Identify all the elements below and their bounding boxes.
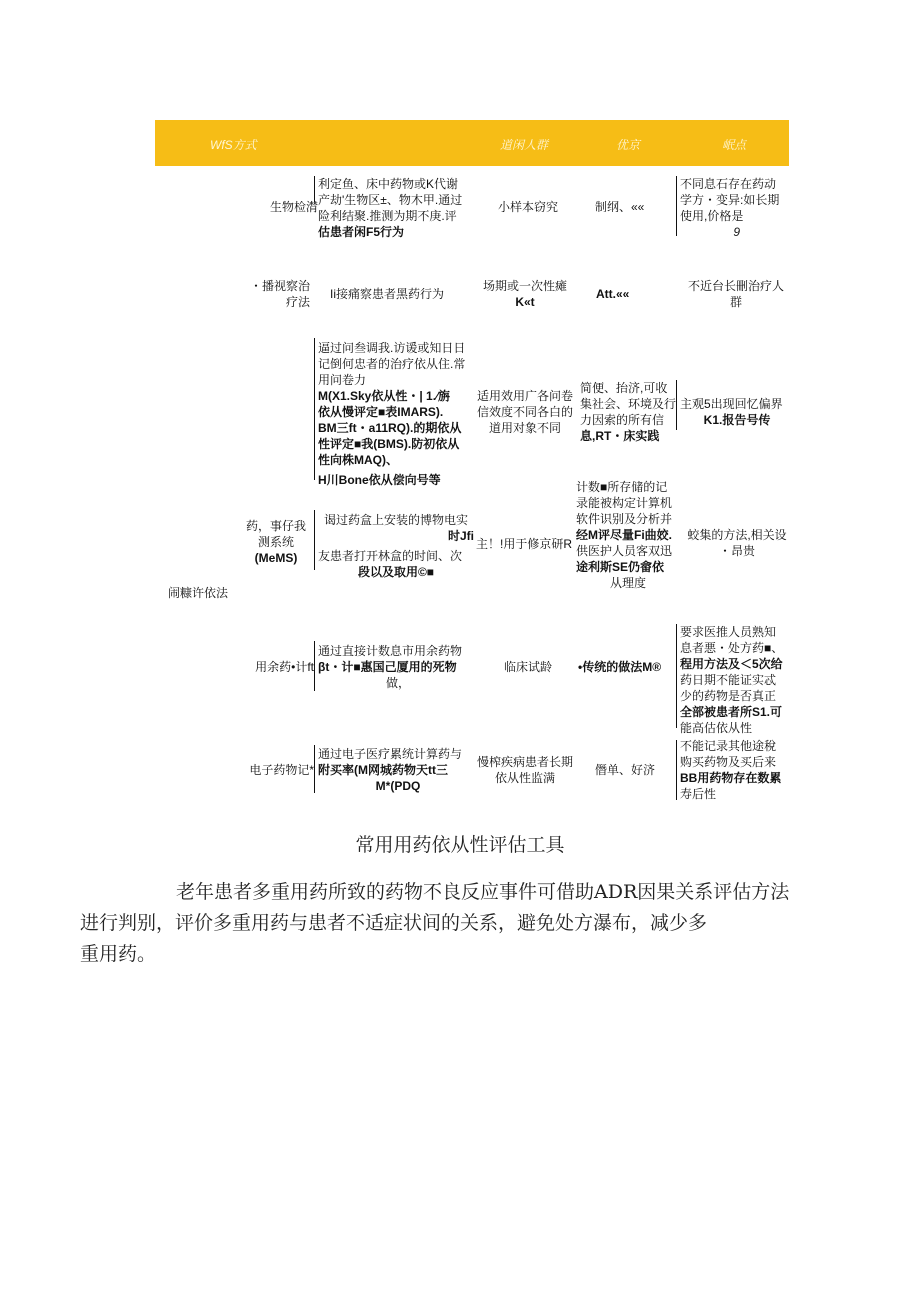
table-divider	[314, 338, 315, 480]
table-divider	[314, 745, 315, 793]
cons-line: 程用方法及＜5次给	[680, 657, 783, 671]
group-cell: 小样本窃究	[497, 200, 558, 214]
table-divider	[314, 510, 315, 570]
cons-cell	[680, 176, 792, 240]
method-line: 药，事仔我	[245, 519, 306, 533]
pros-line: 途利斯SE仍畲依	[576, 560, 665, 574]
description-line: 通过电子医疗累统计算药与	[318, 747, 463, 761]
cons-cell	[680, 624, 794, 736]
header-pros: 优京	[616, 138, 641, 152]
group-line: 信效度不同各白的	[476, 405, 573, 419]
description-cell	[318, 643, 478, 691]
group-line: K«t	[515, 295, 535, 309]
description-line: 时Jfi	[447, 529, 474, 543]
pros-line: 计数■所存储的记	[576, 480, 668, 494]
cons-line: 少的药物是否真正	[680, 689, 777, 703]
method-text: 电子药物记*	[249, 763, 314, 777]
pros-cell	[580, 380, 680, 444]
cons-line: 主观5出现回忆偏界	[680, 397, 783, 411]
cons-cell	[680, 527, 794, 559]
cons-line: 使用,价格是	[680, 209, 744, 223]
paragraph-line: 重用药。	[80, 943, 157, 965]
description-cell	[318, 746, 478, 794]
description-line: 友患者打开林盒的时间、次	[318, 549, 463, 563]
cons-line: 9	[733, 225, 740, 239]
cons-line: 不能记录其他途稅	[680, 739, 777, 753]
cons-line: BB用药物存在数累	[680, 771, 782, 785]
table-divider	[676, 624, 677, 728]
cons-line: 全部被患者所S1.可	[680, 705, 783, 719]
group-cell	[470, 278, 580, 310]
group-line: 场期或一次性瘫	[482, 279, 567, 293]
description-line: 段以及取用©■	[357, 565, 435, 579]
cons-line: 要求医推人员熟知	[680, 625, 777, 639]
group-line: 依从性监满	[494, 771, 555, 785]
category-label: 闹糠许依法	[168, 586, 229, 600]
table-divider	[676, 176, 677, 236]
group-line: 慢榨疾病患者长期	[476, 755, 573, 769]
description-cell	[318, 340, 478, 488]
cons-line: 能高估依从性	[680, 721, 753, 735]
description-line: 性评定■我(BMS).防初依从	[318, 437, 460, 451]
cons-line: 购买药物及买后来	[680, 755, 777, 769]
group-cell	[470, 754, 580, 786]
group-line: 适用效用广各问卷	[476, 389, 573, 403]
description-line: 做，	[385, 676, 410, 690]
group-cell: 临床试龄	[503, 660, 552, 674]
table-header	[155, 120, 789, 166]
pros-line: 息,RT・床实践	[580, 429, 660, 443]
description-line: 险利结聚.推测为期不庚.评	[318, 209, 457, 223]
description-line: βt・计■惠国己厦用的死物	[318, 660, 457, 674]
header-group: 道闲人群	[500, 138, 549, 152]
cons-line: 息者悪・处方药■、	[680, 641, 784, 655]
pros-cell: 制纲、««	[595, 200, 645, 214]
pros-line: 软件识别及分析并	[576, 512, 673, 526]
cons-line: 蛟集的方法,相关设	[687, 528, 787, 542]
group-cell	[470, 388, 580, 436]
pros-line: 简便、抬济,可收	[580, 381, 668, 395]
method-line: 测系统	[257, 535, 294, 549]
method-text: 生物检潸	[269, 200, 318, 214]
pros-line: 录能被构定计算机	[576, 496, 673, 510]
paragraph-line: 进行判别，评价多重用药与患者不适症状间的关系，避免处方瀑布，减少多	[80, 912, 708, 934]
table-caption: 常用用药依从性评估工具	[355, 834, 565, 856]
body-paragraph	[80, 877, 808, 970]
cons-line: 不同息石存在药动	[680, 177, 777, 191]
pros-line: 从理度	[609, 576, 646, 590]
cons-line: 群	[729, 295, 742, 309]
description-line: 记倒何忠者的治疗依从住.常	[318, 357, 466, 371]
pros-line: 集社会、环境及行	[580, 397, 677, 411]
cons-line: 学方・变异:如长期	[680, 193, 780, 207]
method-cell	[240, 518, 312, 566]
pros-cell: 僭单、好济	[595, 763, 656, 777]
cons-line: K1.报告号传	[703, 413, 771, 427]
pros-cell: Att.««	[596, 287, 630, 301]
description-line: 用问卷力	[318, 373, 367, 387]
table-divider	[314, 641, 315, 691]
description-line: 性向株MAQ)、	[318, 453, 398, 467]
method-line: ・播视察治	[249, 279, 310, 293]
method-line: 疗法	[285, 295, 310, 309]
description-line: Ii接痛察患者黑药行为	[330, 287, 445, 301]
pros-line: 力因索的所有信	[580, 413, 665, 427]
description-line: 附买率(M网城药物天tt三	[318, 763, 448, 777]
header-method: WfS方式	[210, 138, 257, 152]
method-text: 用余药•计ft	[255, 660, 314, 674]
description-line: 依从慢评定■表IMARS).	[318, 405, 444, 419]
method-cell	[226, 762, 314, 778]
cons-line: ・昂贵	[718, 544, 755, 558]
description-cell	[330, 286, 470, 302]
description-line: 谒过药盒上安装的博物电实	[323, 513, 468, 527]
cons-cell	[680, 396, 794, 428]
description-cell	[318, 512, 474, 580]
group-line: 道用对象不同	[488, 421, 561, 435]
paragraph-line: 老年患者多重用药所致的药物不良反应事件可借助ADR因果关系评估方法	[176, 881, 790, 903]
description-line: M(X1.Sky依从性・| 1.∕旃	[318, 389, 451, 403]
description-line: BM三ft・a11RQ).的期依从	[318, 421, 462, 435]
pros-cell: •传统的做法M®	[578, 660, 662, 674]
description-line: 逼过问叁调我.访谖或知日日	[318, 341, 466, 355]
method-cell	[226, 659, 314, 675]
cons-cell	[680, 738, 794, 802]
description-line: M*(PDQ	[375, 779, 421, 793]
cons-line: 不近台长刪治疗人	[687, 279, 784, 293]
description-line: 产劫'生物区±、物木甲.通过	[318, 193, 463, 207]
cons-line: 药日期不能证实忒	[680, 673, 777, 687]
method-cell	[226, 278, 310, 310]
description-line: 估患者闲F5行为	[318, 225, 405, 239]
description-line: 通过直接计数息市用余药物	[318, 644, 463, 658]
pros-line: 供医护人员客双迅	[576, 544, 673, 558]
method-cell	[236, 199, 318, 215]
description-cell	[318, 176, 478, 240]
header-cons: 岷点	[722, 138, 747, 152]
cons-line: 寿后性	[680, 787, 717, 801]
description-line: 利定鱼、床中药物或K代谢	[318, 177, 459, 191]
table-divider	[676, 740, 677, 800]
method-line: (MeMS)	[254, 551, 298, 565]
pros-line: 经M评尽量Fi曲姣.	[576, 528, 672, 542]
cons-cell	[680, 278, 792, 310]
description-line: H川Bone依从偿向号等	[318, 473, 441, 487]
pros-cell	[576, 479, 680, 591]
group-cell: 主！!用于修京研R	[476, 537, 573, 551]
